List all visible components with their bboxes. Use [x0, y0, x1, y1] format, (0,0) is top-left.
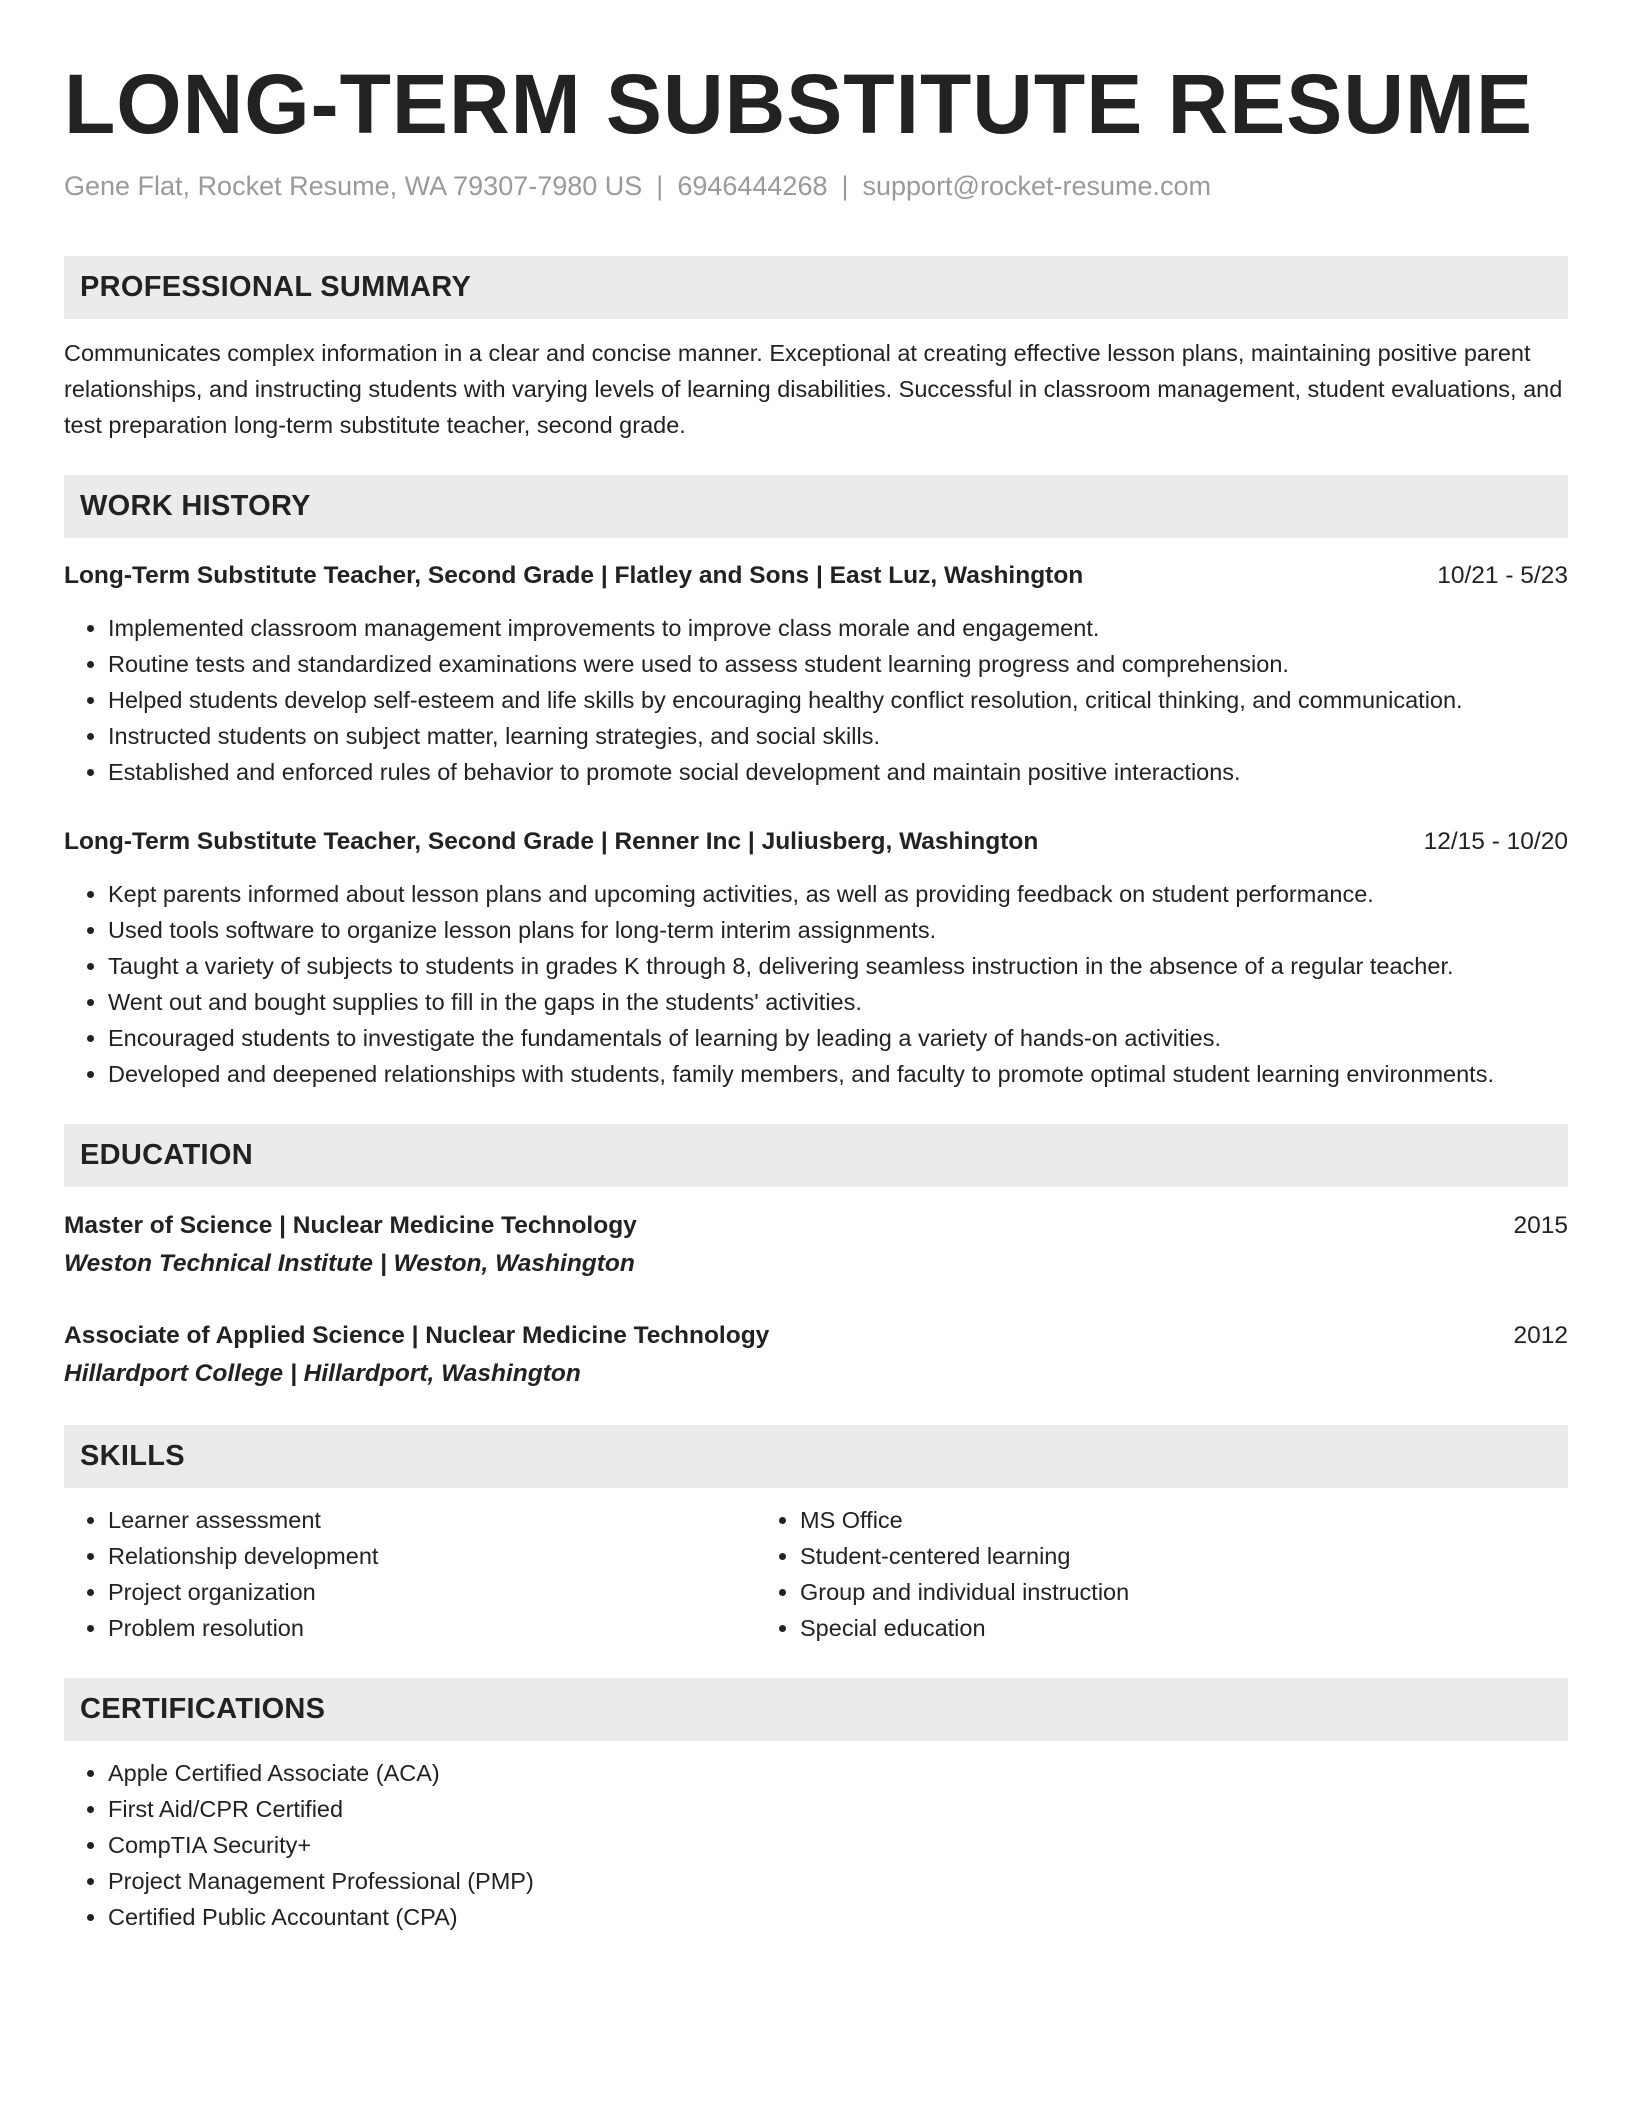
skill-item: • Student-centered learning — [800, 1538, 1129, 1574]
certification-item: • First Aid/CPR Certified — [108, 1791, 1568, 1827]
section-header-education: EDUCATION — [64, 1124, 1568, 1187]
job-bullet: • Kept parents informed about lesson plans and upcoming activities, as well as providing feedback on student performance. — [108, 876, 1568, 912]
skill-item: • Special education — [800, 1610, 1129, 1646]
education-degree: Associate of Applied Science | Nuclear Medicine Technology — [64, 1322, 770, 1349]
skill-item: • MS Office — [800, 1502, 1129, 1538]
education-school: Hillardport College | Hillardport, Washington — [64, 1360, 581, 1387]
job-bullet: • Used tools software to organize lesson plans for long-term interim assignments. — [108, 912, 1568, 948]
skills-list-right — [756, 1502, 1129, 1646]
job-bullet: • Developed and deepened relationships with students, family members, and faculty to promote optimal student learning environments. — [108, 1056, 1568, 1092]
contact-separator: | — [841, 171, 849, 201]
job-bullet: • Routine tests and standardized examinations were used to assess student learning progress and comprehension. — [108, 646, 1568, 682]
job-bullets — [64, 876, 1568, 1092]
section-header-work-history: WORK HISTORY — [64, 475, 1568, 538]
job-entry — [64, 824, 1568, 1092]
section-header-certifications: CERTIFICATIONS — [64, 1678, 1568, 1741]
certification-item: • CompTIA Security+ — [108, 1827, 1568, 1863]
skills-list-left — [64, 1502, 756, 1646]
job-dates: 10/21 - 5/23 — [1437, 562, 1568, 589]
education-degree: Master of Science | Nuclear Medicine Technology — [64, 1212, 637, 1239]
job-bullet: • Implemented classroom management improvements to improve class morale and engagement. — [108, 610, 1568, 646]
job-bullet: • Encouraged students to investigate the fundamentals of learning by leading a variety of hands-on activities. — [108, 1020, 1568, 1056]
skill-item: • Learner assessment — [108, 1502, 756, 1538]
education-year: 2015 — [1513, 1212, 1568, 1239]
skill-item: • Problem resolution — [108, 1610, 756, 1646]
contact-email: support@rocket-resume.com — [862, 171, 1212, 201]
education-heading — [64, 1207, 1568, 1245]
summary-text: Communicates complex information in a clear and concise manner. Exceptional at creating effective lesson plans, maintaining positive parent relationships, and instructing students with varying levels of learning disabilities. Successful in classroom management, student evaluations, and test preparation long-term substitute teacher, second grade. — [64, 340, 1563, 438]
job-dates: 12/15 - 10/20 — [1423, 828, 1568, 855]
certification-item: • Certified Public Accountant (CPA) — [108, 1899, 1568, 1935]
section-header-summary: PROFESSIONAL SUMMARY — [64, 256, 1568, 319]
contact-separator: | — [656, 171, 664, 201]
job-bullet: • Went out and bought supplies to fill in the gaps in the students' activities. — [108, 984, 1568, 1020]
job-title: Long-Term Substitute Teacher, Second Grade | Flatley and Sons | East Luz, Washington — [64, 562, 1084, 589]
job-bullet: • Established and enforced rules of behavior to promote social development and maintain positive interactions. — [108, 754, 1568, 790]
job-heading — [64, 558, 1568, 594]
section-header-skills: SKILLS — [64, 1425, 1568, 1488]
job-bullet: • Helped students develop self-esteem and life skills by encouraging healthy conflict resolution, critical thinking, and communication. — [108, 682, 1568, 718]
certification-item: • Apple Certified Associate (ACA) — [108, 1755, 1568, 1791]
contact-line — [64, 168, 1568, 204]
job-heading — [64, 824, 1568, 860]
job-entry — [64, 558, 1568, 790]
job-title: Long-Term Substitute Teacher, Second Grade | Renner Inc | Juliusberg, Washington — [64, 828, 1039, 855]
skills-columns — [64, 1502, 1568, 1646]
education-entry — [64, 1207, 1568, 1283]
skills-column-right — [756, 1502, 1129, 1646]
job-bullets — [64, 610, 1568, 790]
education-school: Weston Technical Institute | Weston, Washington — [64, 1250, 635, 1277]
job-bullet: • Instructed students on subject matter, learning strategies, and social skills. — [108, 718, 1568, 754]
certification-item: • Project Management Professional (PMP) — [108, 1863, 1568, 1899]
contact-address: Gene Flat, Rocket Resume, WA 79307-7980 US — [64, 171, 643, 201]
certifications-list — [64, 1755, 1568, 1935]
skill-item: • Group and individual instruction — [800, 1574, 1129, 1610]
skills-column-left — [64, 1502, 756, 1646]
contact-phone: 6946444268 — [677, 171, 828, 201]
resume-title: LONG-TERM SUBSTITUTE RESUME — [64, 57, 1533, 151]
education-year: 2012 — [1513, 1322, 1568, 1349]
education-entry — [64, 1317, 1568, 1393]
job-bullet: • Taught a variety of subjects to students in grades K through 8, delivering seamless instruction in the absence of a regular teacher. — [108, 948, 1568, 984]
education-heading — [64, 1317, 1568, 1355]
skill-item: • Project organization — [108, 1574, 756, 1610]
skill-item: • Relationship development — [108, 1538, 756, 1574]
